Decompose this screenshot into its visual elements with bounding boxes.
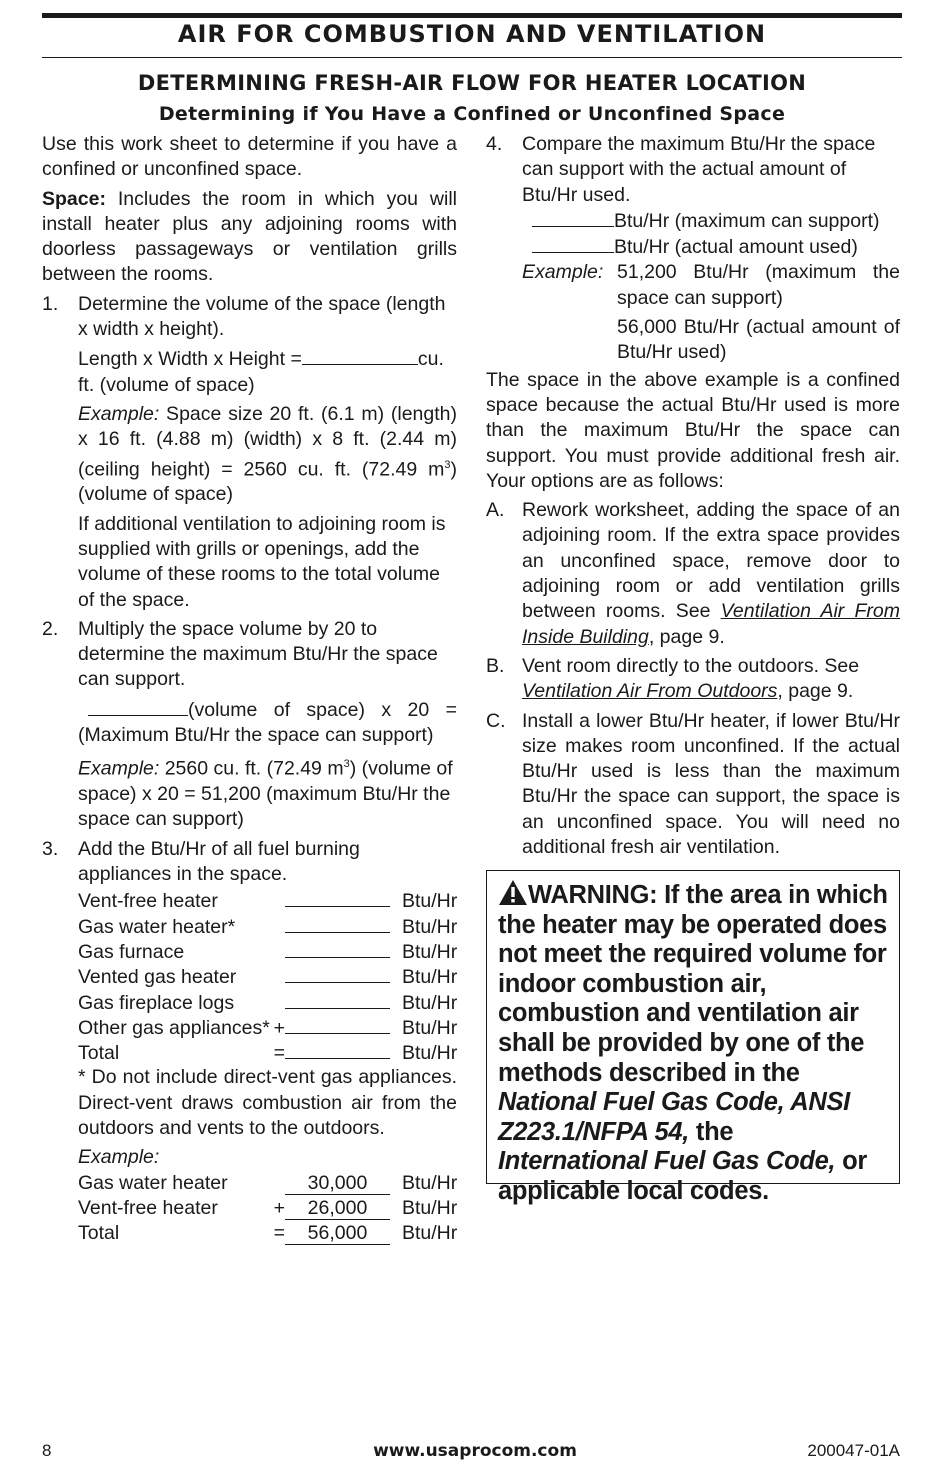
step-number: 4. (486, 133, 503, 155)
left-column (42, 132, 457, 1246)
operator: + (273, 1016, 285, 1039)
conclusion-paragraph: The space in the above example is a confined space because the actual Btu/Hr used is more than the maximum Btu/Hr the space can support. You must provide additional fresh air. Your options are as follows: (486, 368, 900, 492)
appliance-row (78, 887, 457, 912)
option-text: Install a lower Btu/Hr heater, if lower Btu/Hr size makes room unconfined. If the actual Btu/Hr used is less than the maximum Btu/Hr the space can support, the space is an unconfined space. You will need no additional fresh air ventilation. (522, 709, 900, 859)
example-label: Example: (78, 1146, 160, 1169)
space-definition (42, 187, 457, 288)
appliance-label: Gas fireplace logs (78, 991, 235, 1014)
unit-label: Btu/Hr (402, 1222, 458, 1245)
step-text: Determine the volume of the space (length x width x height). (78, 292, 446, 341)
appliance-worksheet (42, 887, 457, 1064)
option-text (522, 498, 900, 650)
volume-blank (302, 346, 418, 365)
step-1 (42, 292, 457, 343)
right-column (486, 132, 900, 860)
unit-label: Btu/Hr (402, 1016, 458, 1039)
appliance-row (78, 989, 457, 1014)
appliance-label: Total (78, 1222, 120, 1245)
example-row (78, 1196, 457, 1221)
step-number: 3. (42, 837, 59, 860)
footer-website: www.usaprocom.com (373, 1441, 577, 1461)
example-text: 2560 cu. ft. (72.49 m (159, 757, 344, 780)
appliance-label: Vent-free heater (78, 1196, 218, 1219)
option-c (486, 709, 900, 861)
step-2 (42, 617, 457, 693)
option-b (486, 654, 900, 705)
space-text: Includes the room in which you will install heater plus any adjoining rooms with doorless passageways or ventilation grills between the rooms. (42, 187, 457, 286)
unit-label: Btu/Hr (402, 1196, 458, 1219)
operator: = (273, 1042, 285, 1065)
step-text: Multiply the space volume by 20 to determine the maximum Btu/Hr the space can support. (78, 617, 438, 691)
formula-text: (volume of space) x 20 = (Maximum Btu/Hr the space can support) (78, 698, 457, 747)
example-worksheet (42, 1171, 457, 1247)
appliance-row (78, 913, 457, 938)
max-blank (532, 208, 614, 227)
option-letter: A. (486, 499, 505, 522)
step-4-example-1 (486, 260, 900, 311)
warning-code-2: International Fuel Gas Code, (498, 1147, 836, 1176)
btu-blank (285, 887, 390, 907)
btu-blank (285, 913, 390, 933)
option-text-a: Vent room directly to the outdoors. See (522, 654, 860, 677)
superscript: 3 (444, 458, 451, 471)
direct-vent-footnote: * Do not include direct-vent gas appliances. Direct-vent draws combustion air from the outdoors and vents to the outdoors. (78, 1066, 457, 1139)
step-text: Compare the maximum Btu/Hr the space can support with the actual amount of Btu/Hr used. (522, 133, 876, 206)
btu-value: 30,000 (285, 1175, 390, 1195)
space-label: Space: (42, 187, 106, 210)
page-title: AIR FOR COMBUSTION AND VENTILATION (177, 20, 767, 48)
unit-label: Btu/Hr (402, 890, 458, 913)
step-2-example (42, 752, 457, 832)
step-3-example-label (42, 1145, 457, 1170)
option-text-b: , page 9. (777, 680, 854, 703)
option-text-b: , page 9. (648, 625, 725, 648)
btu-blank (285, 963, 390, 983)
btu-value: 56,000 (285, 1225, 390, 1245)
example-label: Example: (522, 261, 604, 284)
example-total-row (78, 1221, 457, 1246)
step-text: Add the Btu/Hr of all fuel burning appliances in the space. (78, 837, 360, 886)
step-3 (42, 837, 457, 888)
option-a (486, 498, 900, 650)
warning-text-c: or applicable local codes. (498, 1147, 868, 1205)
option-text (522, 654, 900, 705)
document-number: 200047-01A (807, 1441, 900, 1460)
example-label: Example: (78, 402, 160, 425)
warning-text-b: the (689, 1117, 734, 1146)
btu-blank (285, 1014, 390, 1034)
actual-blank (532, 234, 614, 253)
total-row (78, 1039, 457, 1064)
link-ventilation-inside[interactable]: Ventilation Air From Inside Building (522, 600, 900, 648)
max-btu-formula (42, 697, 457, 749)
superscript: 3 (343, 758, 350, 771)
unit-label: Btu/Hr (402, 966, 458, 989)
unit-label: Btu/Hr (402, 991, 458, 1014)
unit-label: Btu/Hr (402, 940, 458, 963)
appliance-label: Other gas appliances* (78, 1016, 270, 1039)
step-4-example-2 (486, 315, 900, 366)
example-value: 56,000 Btu/Hr (actual amount of Btu/Hr used) (617, 316, 900, 364)
actual-used-line (486, 234, 900, 260)
unit-label: Btu/Hr (402, 1042, 458, 1065)
step-number: 1. (42, 292, 59, 315)
step-4 (486, 132, 900, 208)
formula-part-a: Length x Width x Height = (78, 348, 302, 371)
volume-blank (88, 697, 188, 716)
step-1-example (42, 402, 457, 508)
example-value: 51,200 Btu/Hr (maximum the space can support) (617, 261, 900, 309)
warning-label: WARNING: (528, 881, 658, 909)
appliance-row (78, 1014, 457, 1039)
unit-label: Btu/Hr (402, 1171, 458, 1194)
appliance-label: Gas water heater* (78, 915, 236, 938)
btu-blank (285, 938, 390, 958)
example-row (78, 1171, 457, 1196)
appliance-row (78, 963, 457, 988)
btu-blank (285, 989, 390, 1009)
appliance-row (78, 938, 457, 963)
max-label: Btu/Hr (maximum can support) (614, 209, 880, 232)
option-letter: B. (486, 654, 505, 677)
example-text: Space size 20 ft. (6.1 m) (length) x 16 ft. (4.88 m) (width) x 8 ft. (2.44 m) (ceiling height) = 2560 cu. ft. (72.49 m (78, 402, 457, 481)
example-end: ) (volume of space) x 20 = 51,200 (maximum Btu/Hr the space can support) (78, 757, 453, 831)
step-number: 2. (42, 617, 59, 640)
subsection-title: Determining if You Have a Confined or Unconfined Space (158, 103, 786, 125)
btu-blank (285, 1039, 390, 1059)
option-text-a: Rework worksheet, adding the space of an adjoining room. If the extra space provides an unconfined space, remove door to adjoining room or add ventilation grills between rooms. See (522, 499, 900, 623)
option-letter: C. (486, 709, 506, 732)
intro-paragraph: Use this work sheet to determine if you have a confined or unconfined space. (42, 133, 457, 181)
page-number: 8 (42, 1441, 52, 1460)
section-title: DETERMINING FRESH-AIR FLOW FOR HEATER LOCATION (137, 71, 807, 95)
max-support-line (486, 208, 900, 234)
operator: = (273, 1222, 285, 1245)
example-spacer (486, 315, 617, 366)
appliance-label: Vented gas heater (78, 966, 237, 989)
warning-text-a: If the area in which the heater may be operated does not meet the required volume for indoor combustion air, combustion and ventilation air shall be provided by one of the methods described in the (498, 881, 888, 1087)
actual-label: Btu/Hr (actual amount used) (614, 236, 858, 259)
step-1-note: If additional ventilation to adjoining room is supplied with grills or openings, add the volume of these rooms to the total volume of the space. (78, 512, 446, 611)
btu-value: 26,000 (285, 1200, 390, 1220)
volume-formula (42, 346, 457, 398)
warning-code-1: National Fuel Gas Code, ANSI Z223.1/NFPA 54, (498, 1088, 850, 1146)
appliance-label: Vent-free heater (78, 890, 218, 913)
header-rule-bottom (42, 57, 902, 58)
appliance-label: Gas water heater (78, 1171, 228, 1194)
link-ventilation-outdoors[interactable]: Ventilation Air From Outdoors (522, 680, 778, 703)
warning-box (486, 870, 900, 1205)
example-end: ) (volume of space) (78, 458, 457, 506)
appliance-label: Total (78, 1042, 120, 1065)
appliance-label: Gas furnace (78, 940, 185, 963)
formula-part-b: cu. ft. (volume of space) (78, 348, 444, 396)
header-rule-top (42, 13, 902, 18)
example-label: Example: (78, 757, 160, 780)
operator: + (273, 1196, 285, 1219)
unit-label: Btu/Hr (402, 915, 458, 938)
warning-triangle-icon (498, 879, 528, 906)
